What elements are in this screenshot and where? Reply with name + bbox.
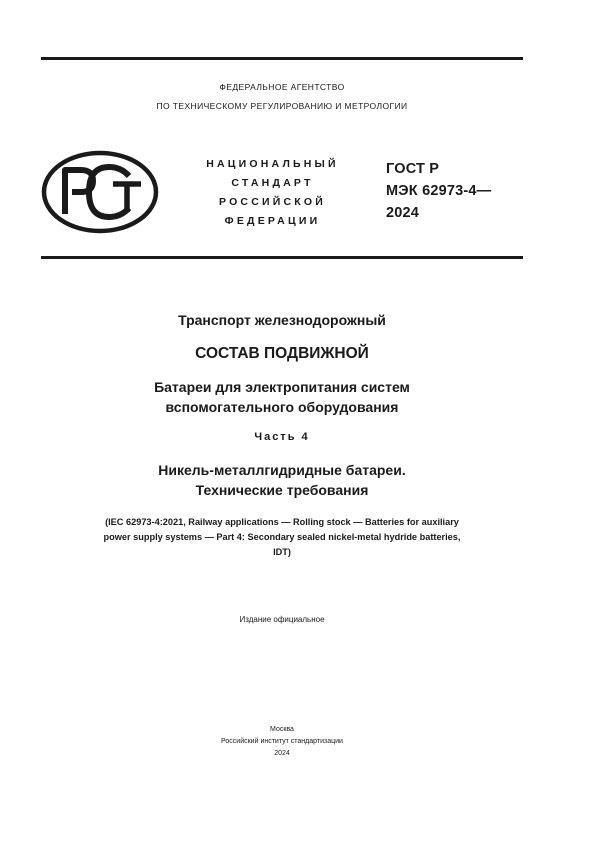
part-label: Часть 4 bbox=[254, 431, 310, 443]
iec-reference-line-2: power supply systems — Part 4: Secondary sealed nickel-metal hydride batteries, bbox=[103, 532, 461, 542]
publisher-institute: Российский институт стандартизации bbox=[221, 738, 343, 745]
rst-logo-icon bbox=[41, 150, 159, 234]
agency-line-2: ПО ТЕХНИЧЕСКОМУ РЕГУЛИРОВАНИЮ И МЕТРОЛОГИИ bbox=[156, 101, 408, 111]
iec-reference-line-3: IDT) bbox=[273, 547, 291, 557]
top-rule bbox=[41, 57, 523, 60]
publisher-city: Москва bbox=[270, 726, 294, 733]
edition-label: Издание официальное bbox=[239, 615, 325, 624]
designation-line-3: 2024 bbox=[386, 205, 420, 221]
title-line-5: Никель-металлгидридные батареи. bbox=[158, 462, 406, 478]
publisher-year: 2024 bbox=[274, 750, 290, 757]
agency-line-1: ФЕДЕРАЛЬНОЕ АГЕНТСТВО bbox=[219, 82, 345, 92]
title-line-2: СОСТАВ ПОДВИЖНОЙ bbox=[195, 345, 369, 362]
title-line-3: Батареи для электропитания систем bbox=[154, 379, 410, 395]
title-line-4: вспомогательного оборудования bbox=[165, 399, 399, 415]
iec-reference-line-1: (IEC 62973-4:2021, Railway applications — Rolling stock — Batteries for auxiliary bbox=[105, 517, 459, 527]
middle-rule bbox=[41, 256, 523, 259]
designation-line-1: ГОСТ Р bbox=[386, 161, 440, 177]
national-standard-line-2: СТАНДАРТ bbox=[231, 177, 314, 189]
national-standard-line-4: ФЕДЕРАЦИИ bbox=[224, 215, 321, 227]
national-standard-line-1: НАЦИОНАЛЬНЫЙ bbox=[206, 158, 339, 170]
national-standard-line-3: РОССИЙСКОЙ bbox=[219, 196, 326, 208]
title-line-1: Транспорт железнодорожный bbox=[178, 312, 386, 328]
title-line-6: Технические требования bbox=[195, 482, 369, 498]
designation-line-2: МЭК 62973-4— bbox=[386, 183, 492, 199]
